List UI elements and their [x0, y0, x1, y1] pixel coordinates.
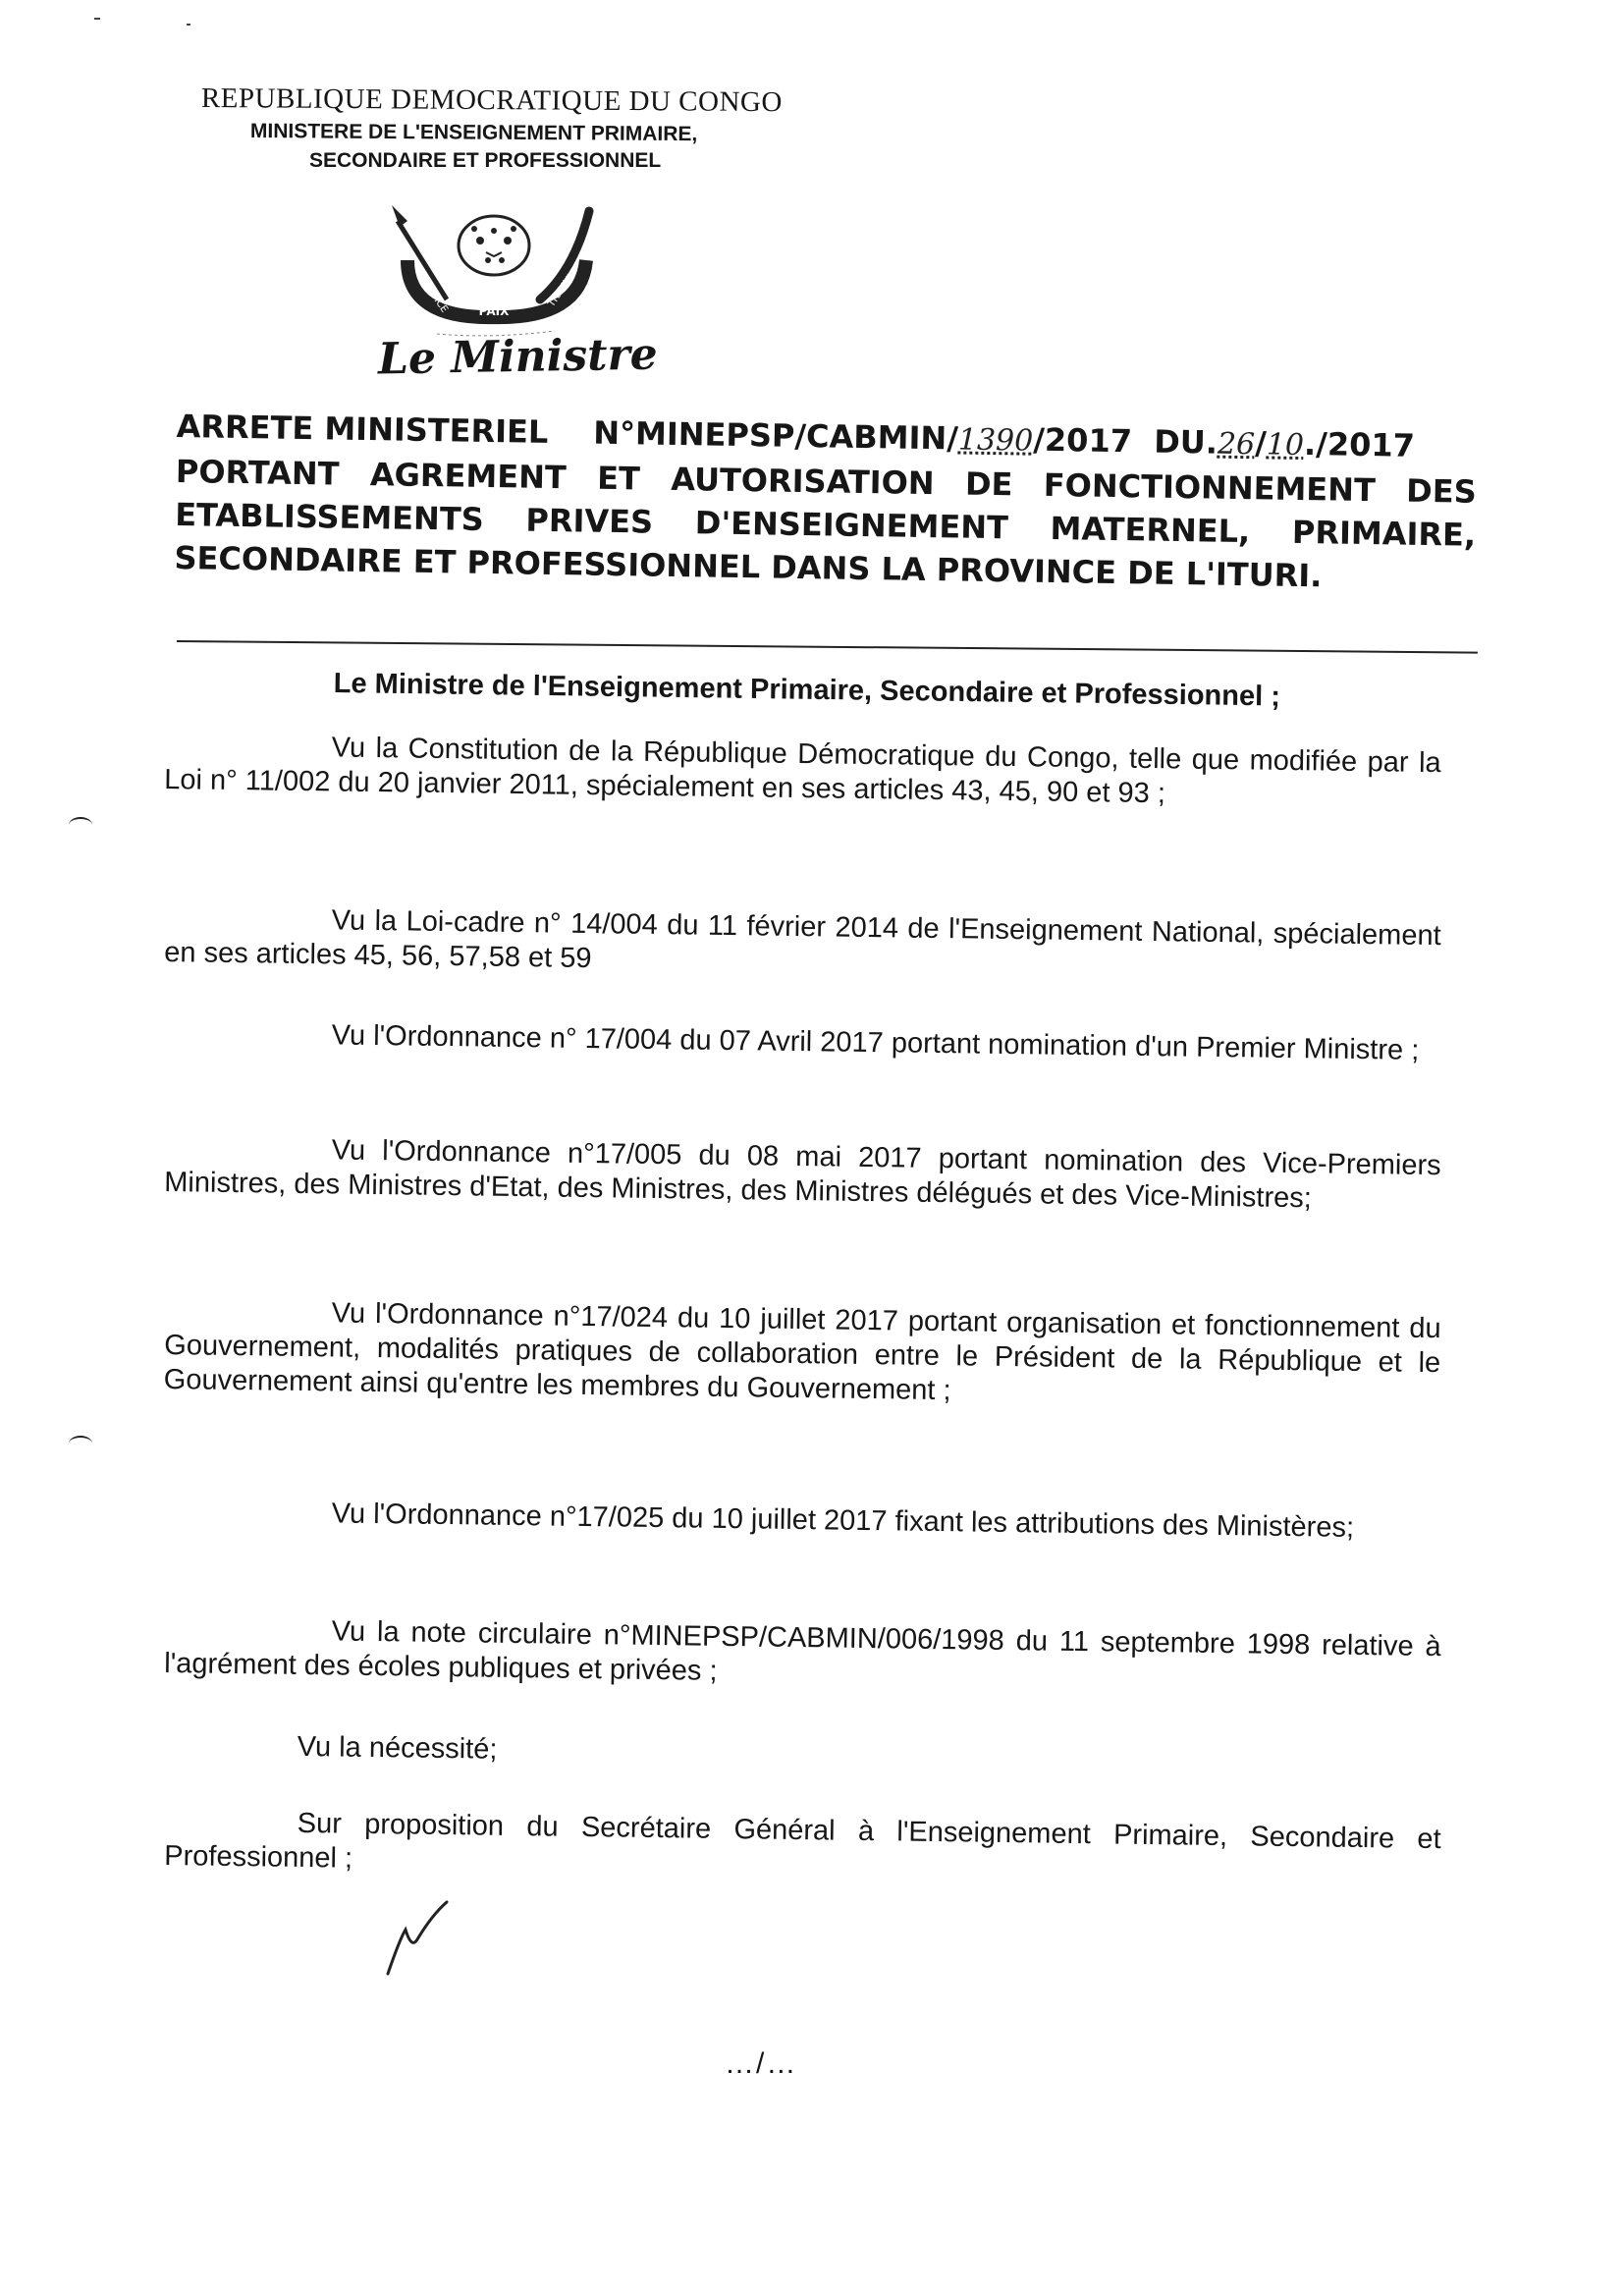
visa-ordonnance-17-004: Vu l'Ordonnance n° 17/004 du 07 Avril 2017 portant nomination d'un Premier Ministre ; [331, 1019, 1420, 1066]
ministry-name-line2: SECONDAIRE ET PROFESSIONNEL [309, 149, 662, 172]
title-word: DES [1405, 471, 1477, 511]
date-year: ./2017 [1303, 425, 1416, 464]
visa-note-circulaire: Vu la note circulaire n°MINEPSP/CABMIN/006/1998 du 11 septembre 1998 relative à l'agrément des écoles publiques et privées ; [164, 1615, 1441, 1687]
handwritten-ref-number: 1390 [957, 422, 1034, 459]
title-word: AGREMENT [369, 456, 568, 497]
title-word: DE [964, 464, 1013, 504]
svg-text:PAIX: PAIX [478, 304, 510, 318]
visa-necessite: Vu la nécessité; [297, 1730, 498, 1766]
visa-ordonnance-17-024: Vu l'Ordonnance n°17/024 du 10 juillet 2017 portant organisation et fonctionnement du Gouvernement, modalités pratiques de collaboration entre le Président de la République et le Gouvernement ainsi qu'entre les membres du Gouvernement ; [163, 1297, 1441, 1407]
ref-prefix: N°MINEPSP/CABMIN/ [593, 413, 959, 458]
country-name: REPUBLIQUE DEMOCRATIQUE DU CONGO [200, 82, 783, 119]
title-word: MATERNEL, [1050, 509, 1251, 551]
svg-text:JUSTICE: JUSTICE [418, 277, 450, 315]
title-word: ETABLISSEMENTS [174, 495, 485, 538]
arrete-label: ARRETE MINISTERIEL [176, 407, 549, 451]
title-word: SECONDAIRE ET PROFESSIONNEL DANS LA PROVINCE DE L'ITURI. [174, 538, 1323, 595]
scan-speck [187, 24, 190, 26]
handwritten-day: 26 [1217, 426, 1256, 463]
continuation-mark: …/… [725, 2047, 798, 2080]
sur-proposition: Sur proposition du Secrétaire Général à l'Enseignement Primaire, Secondaire et Professionnel ; [164, 1807, 1441, 1875]
date-separator: / [1254, 424, 1268, 463]
svg-text:TRAVAIL: TRAVAIL [546, 270, 578, 309]
coat-of-arms-emblem [378, 191, 614, 339]
handwritten-paraph [378, 1900, 457, 1979]
title-word: PRIVES [525, 501, 654, 541]
ref-year: /2017 [1032, 420, 1133, 461]
title-word: ET [596, 459, 641, 498]
title-word: AUTORISATION [670, 460, 935, 503]
title-underline-rule [177, 640, 1478, 654]
title-word: FONCTIONNEMENT [1043, 465, 1377, 510]
visa-loi-cadre: Vu la Loi-cadre n° 14/004 du 11 février 2014 de l'Enseignement National, spécialement en ses articles 45, 56, 57,58 et 59 [164, 904, 1441, 975]
title-word: PRIMAIRE, [1291, 513, 1477, 554]
visa-ordonnance-17-025: Vu l'Ordonnance n°17/025 du 10 juillet 2017 fixant les attributions des Ministères; [331, 1498, 1355, 1544]
ministry-name-line1: MINISTERE DE L'ENSEIGNEMENT PRIMAIRE, [249, 120, 698, 146]
visa-ordonnance-17-005: Vu l'Ordonnance n°17/005 du 08 mai 2017 portant nomination des Vice-Premiers Ministres, des Ministres d'Etat, des Ministres, des Ministres délégués et des Vice-Ministres; [164, 1134, 1441, 1215]
signatory-title: Le Ministre [377, 329, 659, 385]
preamble-intro: Le Ministre de l'Enseignement Primaire, Secondaire et Professionnel ; [333, 668, 1281, 713]
arrete-title-block [174, 405, 1478, 600]
date-prefix: DU. [1153, 422, 1218, 462]
scan-speck [94, 18, 100, 20]
title-word: PORTANT [175, 452, 340, 493]
handwritten-month: 10 [1266, 427, 1305, 463]
visa-constitution: Vu la Constitution de la République Démocratique du Congo, telle que modifiée par la Loi n° 11/002 du 20 janvier 2011, spécialement en ses articles 43, 45, 90 et 93 ; [164, 732, 1441, 810]
title-word: D'ENSEIGNEMENT [694, 504, 1009, 547]
margin-mark [69, 817, 92, 833]
margin-mark [69, 1436, 92, 1451]
